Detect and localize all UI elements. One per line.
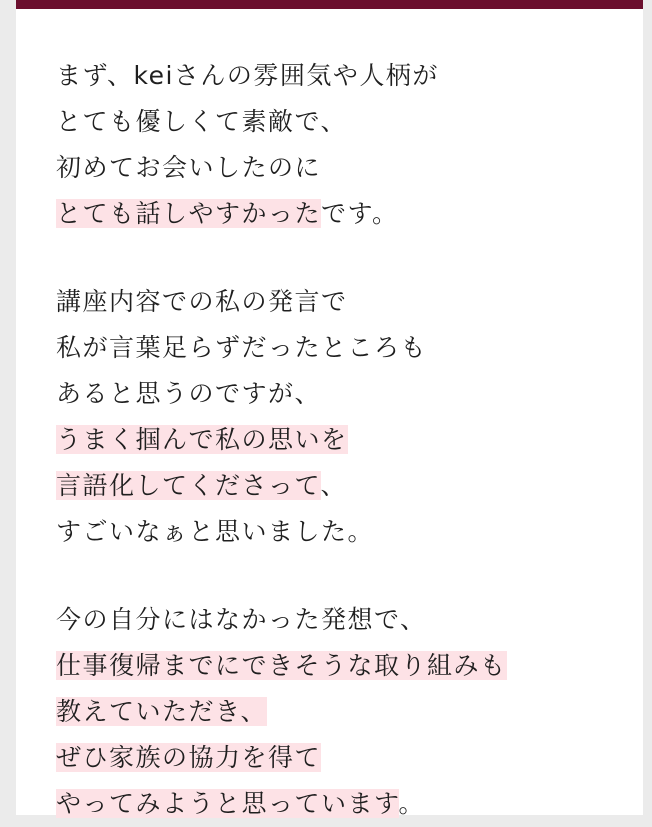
text-line: 講座内容での私の発言で xyxy=(56,287,348,316)
highlighted-text: やってみようと思っています xyxy=(56,789,399,818)
plain-text: です。 xyxy=(321,199,399,228)
text-line xyxy=(56,643,623,689)
article-card xyxy=(16,0,643,818)
accent-bar xyxy=(16,0,643,9)
highlighted-text: 教えていただき、 xyxy=(56,697,268,726)
highlighted-text: とても話しやすかった xyxy=(56,199,322,228)
plain-text: 、 xyxy=(320,471,348,500)
paragraph-gap xyxy=(56,237,623,279)
text-line xyxy=(56,735,623,781)
paragraph-1 xyxy=(56,53,623,237)
text-line xyxy=(56,689,623,735)
text-line xyxy=(56,417,623,463)
highlighted-text: 言語化してくださって xyxy=(56,471,321,500)
paragraph-gap xyxy=(56,555,623,597)
plain-text: 。 xyxy=(398,789,426,818)
paragraph-2 xyxy=(56,279,623,555)
text-line: 私が言葉足らずだったところも xyxy=(56,333,428,362)
text-line: とても優しくて素敵で、 xyxy=(56,107,348,136)
highlighted-text: ぜひ家族の協力を得て xyxy=(56,743,322,772)
text-line: あると思うのですが、 xyxy=(56,379,322,408)
article-body xyxy=(56,53,623,827)
text-line: まず、keiさんの雰囲気や人柄が xyxy=(56,61,439,90)
text-line xyxy=(56,463,623,509)
text-line xyxy=(56,191,623,237)
text-line xyxy=(56,781,623,827)
text-line: すごいなぁと思いました。 xyxy=(56,517,375,546)
text-line: 初めてお会いしたのに xyxy=(56,153,322,182)
highlighted-text: うまく掴んで私の思いを xyxy=(56,425,348,454)
highlighted-text: 仕事復帰までにできそうな取り組みも xyxy=(56,651,507,680)
paragraph-3 xyxy=(56,597,623,827)
text-line: 今の自分にはなかった発想で、 xyxy=(56,605,427,634)
